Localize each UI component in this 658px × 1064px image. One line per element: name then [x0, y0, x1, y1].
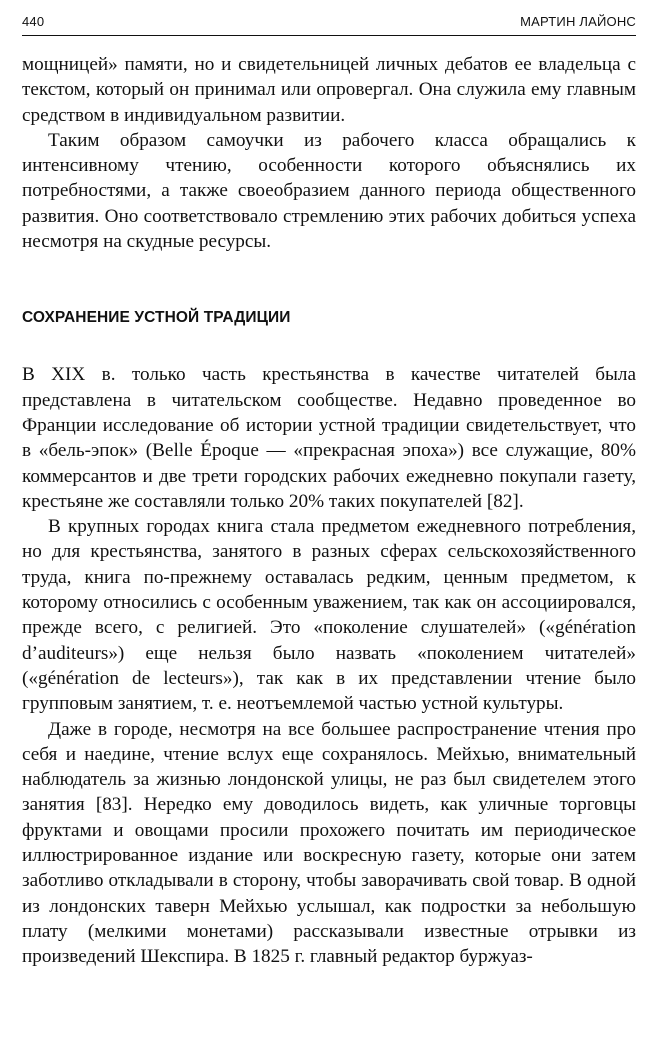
page-number: 440: [22, 14, 45, 29]
paragraph: мощницей» памяти, но и свидетельницей личных дебатов ее владельца с текстом, который он принимал или опровергал. Она служила ему главным средством в индивидуальном развитии.: [22, 54, 636, 126]
paragraph: Даже в городе, несмотря на все большее распространение чтения про себя и наедине, чтение вслух еще сохранялось. Мейхью, внимательный наблюдатель за жизнью лондонской улицы, не раз был свидетелем этого занятия [83]. Нередко ему доводилось видеть, как уличные торговцы фруктами и овощами просили прохожего почитать им периодическое иллюстрированное издание или воскресную газету, которые они затем заботливо откладывали в сторону, чтобы заворачивать свой товар. В одной из лондонских таверн Мейхью услышал, как подростки за небольшую плату (мелкими монетами) рассказывали известные отрывки из произведений Шекспира. В 1825 г. главный редактор буржуаз-: [22, 718, 636, 968]
running-title: МАРТИН ЛАЙОНС: [520, 14, 636, 29]
paragraph: В XIX в. только часть крестьянства в качестве читателей была представлена в читательском сообществе. Недавно проведенное во Франции исследование об истории устной традиции свидетельствует, что в «бель-эпок» (Belle Époque — «прекрасная эпоха») все служащие, 80% коммерсантов и две трети городских рабочих ежедневно покупали газету, крестьяне же составляли только 20% таких покупателей [82].: [22, 364, 636, 512]
body-text: [22, 52, 636, 970]
paragraph: В крупных городах книга стала предметом ежедневного потребления, но для крестьянства, занятого в разных сферах сельскохозяйственного труда, книга по-прежнему оставалась редким, ценным предметом, к которому относились с особенным уважением, так как он ассоциировался, прежде всего, с религией. Это «поколение слушателей» («génération d’auditeurs») еще нельзя было назвать «поколением читателей» («génération de lecteurs»), так как в их представлении чтение было групповым занятием, т. е. неотъемлемой частью устной культуры.: [22, 516, 636, 715]
section-heading: СОХРАНЕНИЕ УСТНОЙ ТРАДИЦИИ: [22, 309, 291, 327]
paragraph: Таким образом самоучки из рабочего класса обращались к интенсивному чтению, особенности которого объяснялись их потребностями, а также своеобразием данного периода общественного развития. Оно соответствовало стремлению этих рабочих добиться успеха несмотря на скудные ресурсы.: [22, 129, 636, 253]
section-heading-block: [22, 309, 636, 327]
book-page: [22, 14, 636, 970]
running-header: [22, 14, 636, 36]
